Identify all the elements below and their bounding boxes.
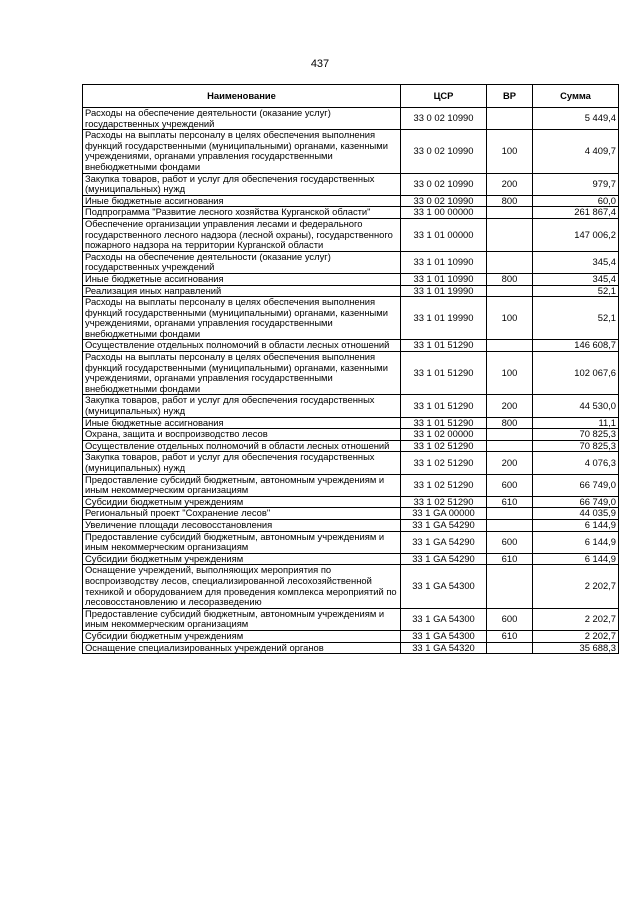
cell-name: Охрана, защита и воспроизводство лесов — [83, 429, 401, 441]
table-row — [83, 452, 619, 474]
cell-name: Предоставление субсидий бюджетным, автономным учреждениям и иным некоммерческим организациям — [83, 531, 401, 553]
cell-csr: 33 1 01 51290 — [401, 417, 487, 429]
cell-vr: 800 — [487, 195, 533, 207]
cell-vr — [487, 218, 533, 251]
cell-sum: 6 144,9 — [533, 519, 619, 531]
cell-sum: 44 035,9 — [533, 508, 619, 520]
cell-name: Обеспечение организации управления лесами и федерального государственного лесного надзора (лесной охраны), государственного пожарного надзора на территории Курганской области — [83, 218, 401, 251]
table-row — [83, 508, 619, 520]
cell-sum: 6 144,9 — [533, 553, 619, 565]
cell-csr: 33 1 01 00000 — [401, 218, 487, 251]
cell-csr: 33 1 01 19990 — [401, 285, 487, 297]
cell-name: Осуществление отдельных полномочий в области лесных отношений — [83, 440, 401, 452]
cell-csr: 33 1 01 51290 — [401, 352, 487, 395]
header-vr: ВР — [487, 85, 533, 108]
cell-name: Закупка товаров, работ и услуг для обеспечения государственных (муниципальных) нужд — [83, 452, 401, 474]
cell-vr — [487, 108, 533, 130]
cell-csr: 33 1 GA 54300 — [401, 565, 487, 608]
cell-sum: 52,1 — [533, 285, 619, 297]
cell-sum: 345,4 — [533, 251, 619, 273]
table-row — [83, 130, 619, 173]
cell-name: Оснащение учреждений, выполняющих мероприятия по воспроизводству лесов, специализированной лесохозяйственной техникой и оборудованием для проведения комплекса мероприятий по лесовосстановлению и лесоразведению — [83, 565, 401, 608]
cell-sum: 979,7 — [533, 173, 619, 195]
cell-csr: 33 1 01 10990 — [401, 251, 487, 273]
cell-vr — [487, 508, 533, 520]
cell-sum: 70 825,3 — [533, 440, 619, 452]
table-row — [83, 642, 619, 654]
table-row — [83, 108, 619, 130]
cell-vr: 200 — [487, 395, 533, 417]
cell-vr — [487, 251, 533, 273]
cell-sum: 2 202,7 — [533, 565, 619, 608]
table-row — [83, 207, 619, 219]
cell-csr: 33 0 02 10990 — [401, 173, 487, 195]
cell-vr: 100 — [487, 130, 533, 173]
cell-name: Предоставление субсидий бюджетным, автономным учреждениям и иным некоммерческим организациям — [83, 608, 401, 630]
cell-csr: 33 1 00 00000 — [401, 207, 487, 219]
cell-csr: 33 1 GA 00000 — [401, 508, 487, 520]
table-row — [83, 273, 619, 285]
table-row — [83, 173, 619, 195]
header-csr: ЦСР — [401, 85, 487, 108]
cell-csr: 33 0 02 10990 — [401, 108, 487, 130]
cell-sum: 5 449,4 — [533, 108, 619, 130]
cell-sum: 261 867,4 — [533, 207, 619, 219]
cell-sum: 4 409,7 — [533, 130, 619, 173]
header-sum: Сумма — [533, 85, 619, 108]
cell-sum: 6 144,9 — [533, 531, 619, 553]
cell-name: Расходы на обеспечение деятельности (оказание услуг) государственных учреждений — [83, 251, 401, 273]
cell-csr: 33 1 02 00000 — [401, 429, 487, 441]
cell-name: Региональный проект "Сохранение лесов" — [83, 508, 401, 520]
cell-sum: 345,4 — [533, 273, 619, 285]
cell-csr: 33 1 GA 54300 — [401, 608, 487, 630]
table-row — [83, 630, 619, 642]
cell-vr — [487, 440, 533, 452]
table-row — [83, 553, 619, 565]
cell-sum: 66 749,0 — [533, 474, 619, 496]
cell-vr — [487, 519, 533, 531]
cell-csr: 33 1 GA 54320 — [401, 642, 487, 654]
table-row — [83, 395, 619, 417]
cell-name: Предоставление субсидий бюджетным, автономным учреждениям и иным некоммерческим организациям — [83, 474, 401, 496]
cell-csr: 33 1 GA 54300 — [401, 630, 487, 642]
table-body — [83, 108, 619, 654]
cell-sum: 70 825,3 — [533, 429, 619, 441]
cell-vr — [487, 207, 533, 219]
table-row — [83, 195, 619, 207]
table-row — [83, 440, 619, 452]
table-row — [83, 496, 619, 508]
table-row — [83, 531, 619, 553]
cell-csr: 33 1 01 10990 — [401, 273, 487, 285]
table-row — [83, 519, 619, 531]
cell-csr: 33 1 02 51290 — [401, 474, 487, 496]
cell-csr: 33 0 02 10990 — [401, 130, 487, 173]
cell-vr: 800 — [487, 273, 533, 285]
cell-vr: 600 — [487, 474, 533, 496]
cell-sum: 44 530,0 — [533, 395, 619, 417]
cell-csr: 33 1 02 51290 — [401, 496, 487, 508]
cell-vr — [487, 429, 533, 441]
cell-name: Закупка товаров, работ и услуг для обеспечения государственных (муниципальных) нужд — [83, 173, 401, 195]
cell-vr: 610 — [487, 630, 533, 642]
table-row — [83, 218, 619, 251]
cell-name: Расходы на выплаты персоналу в целях обеспечения выполнения функций государственными (муниципальными) органами, казенными учреждениями, органами управления государственными внебюджетными фондами — [83, 352, 401, 395]
cell-name: Расходы на обеспечение деятельности (оказание услуг) государственных учреждений — [83, 108, 401, 130]
cell-name: Закупка товаров, работ и услуг для обеспечения государственных (муниципальных) нужд — [83, 395, 401, 417]
cell-name: Расходы на выплаты персоналу в целях обеспечения выполнения функций государственными (муниципальными) органами, казенными учреждениями, органами управления государственными внебюджетными фондами — [83, 130, 401, 173]
cell-csr: 33 1 GA 54290 — [401, 553, 487, 565]
cell-csr: 33 0 02 10990 — [401, 195, 487, 207]
cell-name: Оснащение специализированных учреждений органов — [83, 642, 401, 654]
table-row — [83, 429, 619, 441]
cell-vr — [487, 642, 533, 654]
cell-csr: 33 1 01 51290 — [401, 395, 487, 417]
table-row — [83, 417, 619, 429]
cell-name: Подпрограмма "Развитие лесного хозяйства Курганской области" — [83, 207, 401, 219]
cell-csr: 33 1 01 51290 — [401, 340, 487, 352]
table-header-row — [83, 85, 619, 108]
table-row — [83, 251, 619, 273]
cell-sum: 4 076,3 — [533, 452, 619, 474]
cell-name: Субсидии бюджетным учреждениям — [83, 496, 401, 508]
header-name: Наименование — [83, 85, 401, 108]
cell-sum: 66 749,0 — [533, 496, 619, 508]
cell-csr: 33 1 GA 54290 — [401, 519, 487, 531]
cell-name: Увеличение площади лесовосстановления — [83, 519, 401, 531]
cell-vr: 610 — [487, 553, 533, 565]
cell-csr: 33 1 02 51290 — [401, 440, 487, 452]
cell-name: Реализация иных направлений — [83, 285, 401, 297]
table-row — [83, 340, 619, 352]
cell-sum: 11,1 — [533, 417, 619, 429]
cell-sum: 146 608,7 — [533, 340, 619, 352]
cell-vr: 100 — [487, 297, 533, 340]
table-row — [83, 565, 619, 608]
cell-name: Осуществление отдельных полномочий в области лесных отношений — [83, 340, 401, 352]
page-number: 437 — [310, 58, 330, 70]
cell-sum: 147 006,2 — [533, 218, 619, 251]
table-row — [83, 352, 619, 395]
cell-vr: 600 — [487, 531, 533, 553]
budget-table — [82, 84, 619, 654]
cell-name: Иные бюджетные ассигнования — [83, 195, 401, 207]
cell-sum: 102 067,6 — [533, 352, 619, 395]
cell-name: Субсидии бюджетным учреждениям — [83, 553, 401, 565]
cell-vr — [487, 565, 533, 608]
cell-sum: 35 688,3 — [533, 642, 619, 654]
cell-vr: 100 — [487, 352, 533, 395]
table-row — [83, 474, 619, 496]
cell-vr: 200 — [487, 173, 533, 195]
table-row — [83, 297, 619, 340]
cell-vr — [487, 340, 533, 352]
cell-name: Иные бюджетные ассигнования — [83, 417, 401, 429]
cell-csr: 33 1 02 51290 — [401, 452, 487, 474]
cell-sum: 2 202,7 — [533, 630, 619, 642]
cell-vr — [487, 285, 533, 297]
cell-vr: 200 — [487, 452, 533, 474]
cell-csr: 33 1 GA 54290 — [401, 531, 487, 553]
cell-name: Субсидии бюджетным учреждениям — [83, 630, 401, 642]
cell-sum: 2 202,7 — [533, 608, 619, 630]
cell-csr: 33 1 01 19990 — [401, 297, 487, 340]
cell-name: Иные бюджетные ассигнования — [83, 273, 401, 285]
cell-sum: 52,1 — [533, 297, 619, 340]
cell-vr: 800 — [487, 417, 533, 429]
table-row — [83, 608, 619, 630]
cell-vr: 610 — [487, 496, 533, 508]
table-row — [83, 285, 619, 297]
cell-name: Расходы на выплаты персоналу в целях обеспечения выполнения функций государственными (муниципальными) органами, казенными учреждениями, органами управления государственными внебюджетными фондами — [83, 297, 401, 340]
cell-vr: 600 — [487, 608, 533, 630]
cell-sum: 60,0 — [533, 195, 619, 207]
